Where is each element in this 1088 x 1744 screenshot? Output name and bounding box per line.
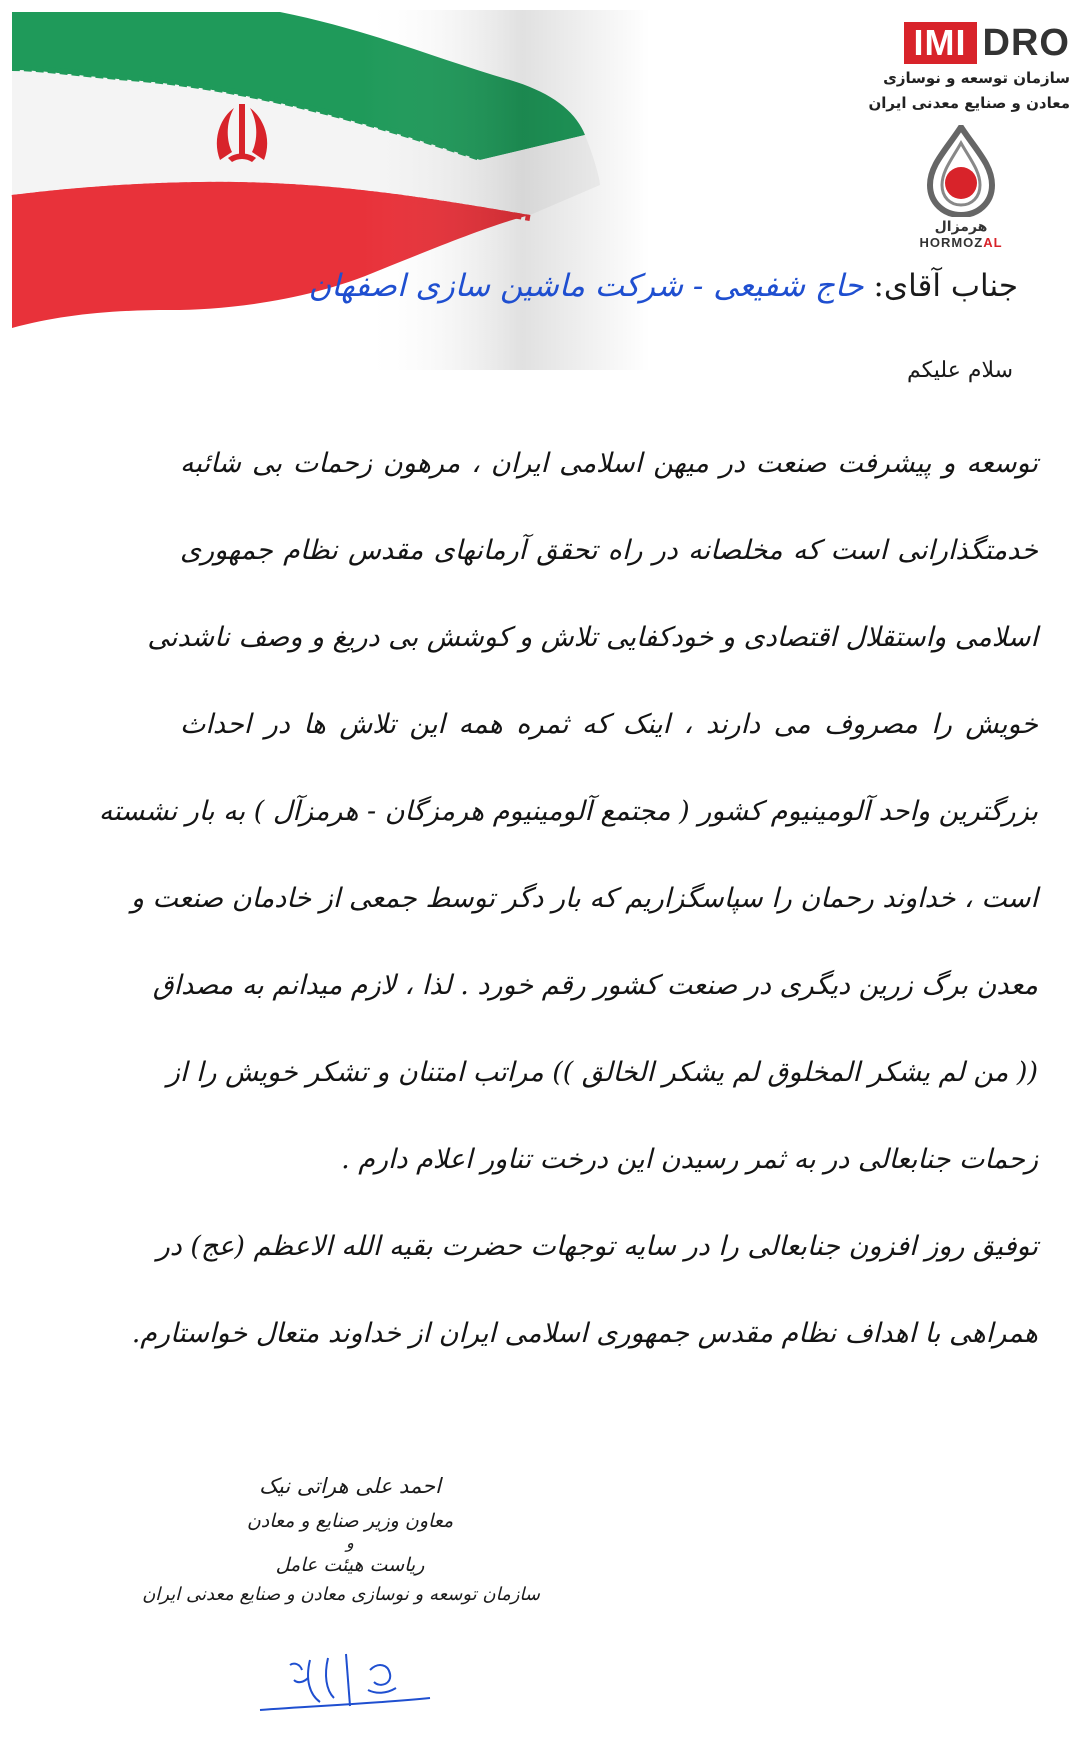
hormozal-emblem-icon — [916, 125, 1006, 217]
body-line: توفیق روز افزون جنابعالی را در سایه توجهات حضرت بقیه الله الاعظم (عج) در — [156, 1231, 1038, 1262]
body-line: بزرگترین واحد آلومینیوم کشور ( مجتمع آلومینیوم هرمزگان - هرمزآل ) به بار نشسته — [98, 796, 1038, 827]
hormozal-name-fa: هرمزال — [934, 219, 988, 235]
signatory-organization: سازمان توسعه و نوسازی معادن و صنایع معدنی ایران — [142, 1584, 540, 1605]
imidro-logo — [820, 22, 1070, 114]
signatory-name: احمد علی هراتی نیک — [259, 1474, 441, 1498]
signatory-conjunction: و — [346, 1533, 354, 1552]
body-line: است ، خداوند رحمان را سپاسگزاریم که بار دگر توسط جمعی از خادمان صنعت و — [130, 883, 1038, 914]
body-line: خدمتگذارانی است که مخلصانه در راه تحقق آرمانهای مقدس نظام جمهوری — [180, 535, 1038, 566]
addressee-line — [308, 268, 1018, 304]
body-line: (( من لم یشکر المخلوق لم یشکر الخالق )) مراتب امتنان و تشکر خویش را از — [166, 1057, 1038, 1088]
body-line: توسعه و پیشرفت صنعت در میهن اسلامی ایران ، مرهون زحمات بی شائبه — [180, 448, 1038, 479]
body-line: همراهی با اهداف نظام مقدس جمهوری اسلامی ایران از خداوند متعال خواستارم. — [131, 1318, 1038, 1349]
imidro-logo-dro: DRO — [982, 22, 1070, 64]
signatory-role-1: معاون وزیر صنایع و معادن — [246, 1510, 454, 1532]
addressee-name: حاج شفیعی - شرکت ماشین سازی اصفهان — [308, 268, 864, 304]
org-name-line1: سازمان توسعه و نوسازی — [883, 69, 1070, 87]
signature-block — [142, 1474, 540, 1610]
addressee-prefix: جناب آقای: — [873, 268, 1018, 304]
body-line: معدن برگ زرین دیگری در صنعت کشور رقم خورد . لذا ، لازم میدانم به مصداق — [152, 970, 1038, 1001]
org-name-line2: معادن و صنایع معدنی ایران — [868, 94, 1070, 112]
body-line: خویش را مصروف می دارند ، اینک که ثمره همه این تلاش ها در احداث — [180, 709, 1038, 740]
hormozal-name-en: HORMOZAL — [919, 235, 1003, 250]
body-line: اسلامی واستقلال اقتصادی و خودکفایی تلاش و کوشش بی دریغ و وصف ناشدنی — [147, 622, 1038, 653]
salutation: سلام علیکم — [906, 358, 1013, 383]
iran-flag-image — [10, 10, 650, 370]
imidro-logo-imi: IMI — [904, 22, 977, 64]
letter-body — [98, 420, 1038, 1377]
hormozal-logo — [896, 125, 1026, 250]
body-line: زحمات جنابعالی در به ثمر رسیدن این درخت تناور اعلام دارم . — [341, 1144, 1038, 1175]
handwritten-signature — [250, 1640, 480, 1720]
signatory-role-2: ریاست هیئت عامل — [275, 1554, 425, 1576]
